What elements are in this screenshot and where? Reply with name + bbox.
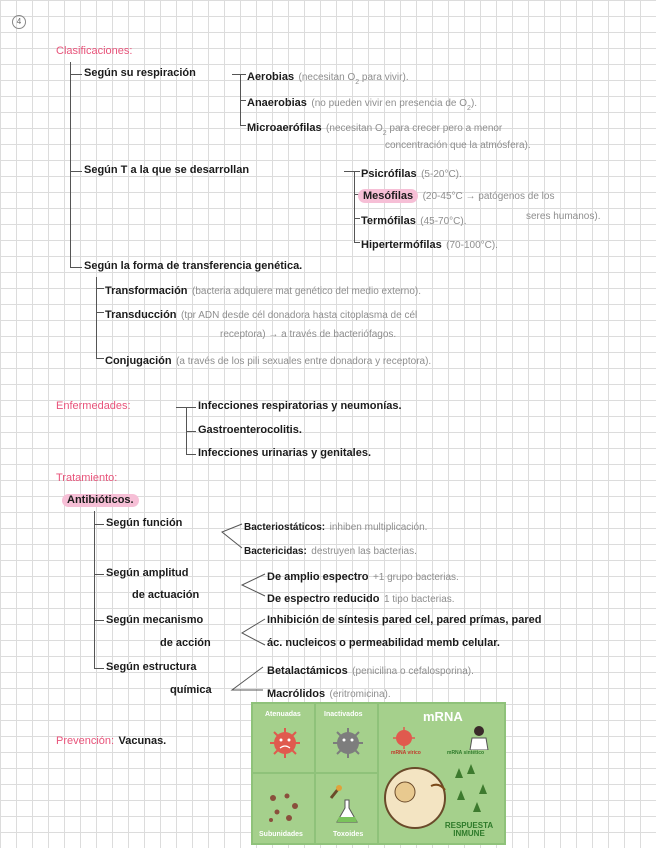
row-prevencion [56, 732, 166, 748]
branch-amplitud [238, 568, 266, 604]
term-bactericidas: Bactericidas: [244, 546, 307, 557]
row-bactericidas [244, 542, 417, 558]
mecanismo-line-1: Inhibición de síntesis pared cel, pared prímas, pared [267, 614, 542, 626]
label-atenuadas: Atenuadas [265, 711, 301, 718]
tree-branch [344, 171, 360, 172]
inactivated-virus-icon [331, 726, 365, 760]
scientist-icon [468, 724, 490, 750]
page-number: 4 [12, 15, 26, 29]
desc-mesofilas-cont: seres humanos). [526, 211, 601, 222]
tree-branch [94, 524, 104, 525]
desc-amplio-espectro: +1 grupo bacterias. [372, 572, 459, 583]
desc-bactericidas: destruyen las bacterias. [311, 546, 417, 557]
row-betalactamicos [267, 662, 474, 678]
desc-microaerofilas: (necesitan O [326, 123, 383, 134]
desc-hipertermofilas: (70-100°C). [446, 240, 498, 251]
desc-aerobias-end: para vivir). [359, 72, 409, 83]
label-amplitud-2: de actuación [132, 589, 200, 601]
toxoid-flask-icon [323, 782, 367, 828]
row-psicrofilas [361, 165, 462, 181]
row-espectro-reducido [267, 590, 455, 606]
enf-item-1: Infecciones respiratorias y neumonías. [198, 400, 402, 412]
row-microaerofilas [247, 119, 502, 137]
desc-mesofilas: (20-45°C → patógenos de los [422, 191, 555, 202]
section-title-clasificaciones: Clasificaciones: [56, 45, 133, 57]
row-hipertermofilas [361, 236, 498, 252]
term-hipertermofilas: Hipertermófilas [361, 239, 442, 251]
branch-funcion [218, 518, 244, 554]
label-inactivados: Inactivados [324, 711, 363, 718]
row-bacteriostaticos [244, 518, 427, 534]
label-toxoides: Toxoides [333, 831, 364, 838]
label-transferencia: Según la forma de transferencia genética. [84, 260, 303, 272]
row-transformacion [105, 282, 421, 298]
tree-branch [96, 312, 104, 313]
label-subunidades: Subunidades [259, 831, 303, 838]
desc-bacteriostaticos: inhiben multiplicación. [329, 522, 428, 533]
vaccine-types-illustration [251, 702, 506, 845]
label-inmune: INMUNE [453, 829, 485, 839]
term-macrolidos: Macrólidos [267, 688, 326, 700]
desc-microaerofilas-cont: concentración que la atmósfera). [385, 140, 531, 151]
label-temperatura: Según T a la que se desarrollan [84, 164, 250, 176]
section-title-enfermedades: Enfermedades: [56, 400, 131, 412]
mecanismo-line-2: ác. nucleicos o permeabilidad memb celular. [267, 637, 500, 649]
label-funcion: Según función [106, 517, 183, 529]
tree-branch [186, 431, 196, 432]
subscript: 2 [382, 130, 387, 138]
tree-branch [240, 125, 246, 126]
attenuated-virus-icon [268, 726, 302, 760]
enf-item-3: Infecciones urinarias y genitales. [198, 447, 372, 459]
branch-estructura [228, 662, 264, 698]
term-transduccion: Transducción [105, 309, 177, 321]
desc-transformacion: (bacteria adquiere mat genético del medio externo). [191, 286, 422, 297]
desc-aerobias: (necesitan O [298, 72, 356, 83]
tree-line [94, 511, 95, 669]
tree-branch [354, 218, 360, 219]
tree-branch [176, 407, 196, 408]
row-transduccion [105, 306, 417, 322]
row-macrolidos [267, 685, 391, 701]
term-psicrofilas: Psicrófilas [361, 168, 417, 180]
row-amplio-espectro [267, 568, 459, 584]
desc-espectro-reducido: 1 tipo bacterias. [383, 594, 455, 605]
label-mrna-virico: mRNA vírico [391, 750, 421, 756]
tree-branch [94, 574, 104, 575]
tree-branch [94, 668, 104, 669]
label-mecanismo-1: Según mecanismo [106, 614, 204, 626]
label-respiracion: Según su respiración [84, 67, 196, 79]
desc-termofilas: (45-70°C). [420, 216, 467, 227]
term-mesofilas-highlight: Mesófilas [358, 189, 418, 203]
tree-branch [96, 288, 104, 289]
enf-item-2: Gastroenterocolitis. [198, 424, 302, 436]
label-mrna-sintetico: mRNA sintético [447, 750, 485, 756]
tree-branch [354, 242, 360, 243]
label-estructura-2: química [170, 684, 212, 696]
tree-line [96, 277, 97, 359]
desc-transduccion-cont: receptora) → a través de bacteriófagos. [220, 329, 397, 340]
desc-microaerofilas-end: para crecer pero a menor [386, 123, 503, 134]
tree-line [70, 62, 71, 268]
tree-line [354, 171, 355, 243]
row-anaerobias [247, 94, 477, 112]
term-betalactamicos: Betalactámicos [267, 665, 348, 677]
term-transformacion: Transformación [105, 285, 188, 297]
cell-immune-response-icon [383, 760, 503, 830]
antibioticos-highlight: Antibióticos. [62, 494, 139, 507]
label-estructura-1: Según estructura [106, 661, 197, 673]
row-mesofilas [358, 187, 554, 203]
tree-branch [94, 620, 104, 621]
term-microaerofilas: Microaerófilas [247, 122, 322, 134]
label-amplitud-1: Según amplitud [106, 567, 189, 579]
tree-branch [70, 74, 82, 75]
prevencion-text: Vacunas. [118, 735, 167, 747]
subscript: 2 [355, 79, 360, 87]
tree-branch [70, 267, 82, 268]
term-conjugacion: Conjugación [105, 355, 172, 367]
row-conjugacion [105, 352, 431, 368]
desc-betalactamicos: (penicilina o cefalosporina). [352, 666, 474, 677]
label-respuesta: RESPUESTA [444, 821, 494, 830]
section-title-prevencion: Prevención: [56, 735, 115, 747]
term-espectro-reducido: De espectro reducido [267, 593, 380, 605]
tree-branch [232, 74, 246, 75]
tree-branch [186, 454, 196, 455]
subunit-fragments-icon [265, 790, 305, 826]
desc-conjugacion: (a través de los pili sexuales entre donadora y receptora). [176, 356, 432, 367]
term-termofilas: Termófilas [361, 215, 416, 227]
desc-anaerobias-end: ). [470, 98, 478, 109]
label-respuesta-inmune [437, 822, 501, 839]
term-bacteriostaticos: Bacteriostáticos: [244, 522, 326, 533]
tree-branch [96, 358, 104, 359]
desc-transduccion: (tpr ADN desde cél donadora hasta citoplasma de cél [180, 310, 418, 321]
term-anaerobias: Anaerobias [247, 97, 307, 109]
row-aerobias [247, 68, 409, 86]
label-mecanismo-2: de acción [160, 637, 211, 649]
term-amplio-espectro: De amplio espectro [267, 571, 369, 583]
term-aerobias: Aerobias [247, 71, 295, 83]
desc-macrolidos: (eritromicina). [329, 689, 391, 700]
desc-anaerobias: (no pueden vivir en presencia de O [311, 98, 468, 109]
row-termofilas [361, 212, 467, 228]
section-title-tratamiento: Tratamiento: [56, 472, 118, 484]
tree-branch [240, 100, 246, 101]
desc-psicrofilas: (5-20°C). [421, 169, 462, 180]
tree-branch [70, 171, 82, 172]
mrna-virus-icon [393, 727, 423, 749]
branch-mecanismo [238, 615, 266, 651]
label-mrna: mRNA [423, 709, 463, 724]
subscript: 2 [467, 105, 471, 113]
